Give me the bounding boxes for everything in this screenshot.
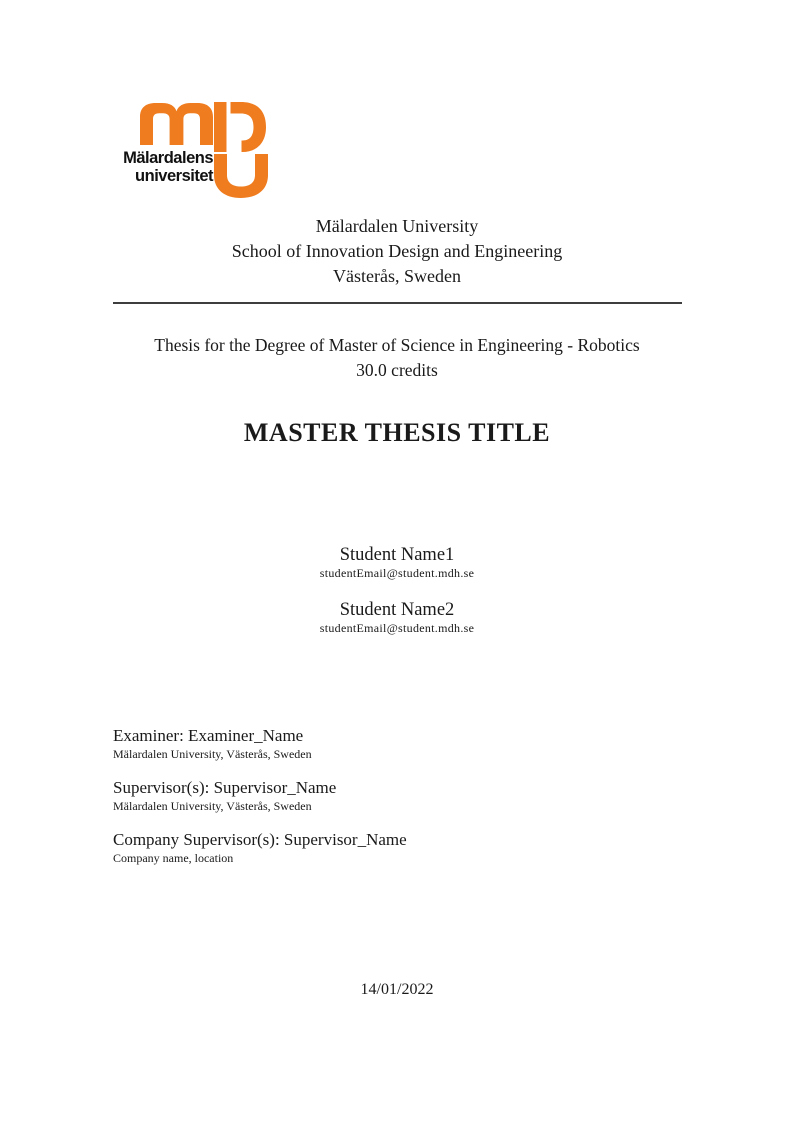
degree-line: Thesis for the Degree of Master of Science in Engineering - Robotics bbox=[154, 335, 640, 355]
examiner-block bbox=[113, 726, 682, 762]
supervisor-block bbox=[113, 778, 682, 814]
university-name: Mälardalen University bbox=[315, 216, 479, 236]
examiner-role-line: Examiner: Examiner_Name bbox=[113, 726, 304, 745]
student-2-email: studentEmail@student.mdh.se bbox=[319, 621, 475, 635]
company-supervisor-affiliation: Company name, location bbox=[113, 851, 234, 865]
student-1-name: Student Name1 bbox=[339, 545, 455, 565]
degree-statement bbox=[0, 333, 794, 383]
student-1-email: studentEmail@student.mdh.se bbox=[319, 566, 475, 580]
supervisor-role-line: Supervisor(s): Supervisor_Name bbox=[113, 778, 337, 797]
supervisor-affiliation: Mälardalen University, Västerås, Sweden bbox=[113, 799, 312, 813]
thesis-title: MASTER THESIS TITLE bbox=[243, 418, 551, 447]
university-location: Västerås, Sweden bbox=[333, 266, 461, 286]
header-divider bbox=[113, 302, 682, 304]
company-supervisor-role-line: Company Supervisor(s): Supervisor_Name bbox=[113, 830, 407, 849]
logo-wordmark-line2: universitet bbox=[135, 166, 213, 185]
logo-wordmark-line1: Mälardalens bbox=[123, 149, 213, 167]
examiner-affiliation: Mälardalen University, Västerås, Sweden bbox=[113, 747, 312, 761]
university-header bbox=[0, 214, 794, 289]
university-logo bbox=[112, 100, 282, 202]
logo-letter-d-icon bbox=[214, 102, 266, 152]
school-name: School of Innovation Design and Engineering bbox=[231, 241, 563, 261]
thesis-date: 14/01/2022 bbox=[360, 981, 434, 998]
logo-letter-m-icon bbox=[140, 103, 213, 145]
company-supervisor-block bbox=[113, 830, 682, 866]
student-2-name: Student Name2 bbox=[339, 600, 455, 620]
credits-line: 30.0 credits bbox=[356, 360, 438, 380]
logo-letter-u-icon bbox=[214, 154, 268, 198]
logo-wordmark bbox=[110, 150, 213, 185]
